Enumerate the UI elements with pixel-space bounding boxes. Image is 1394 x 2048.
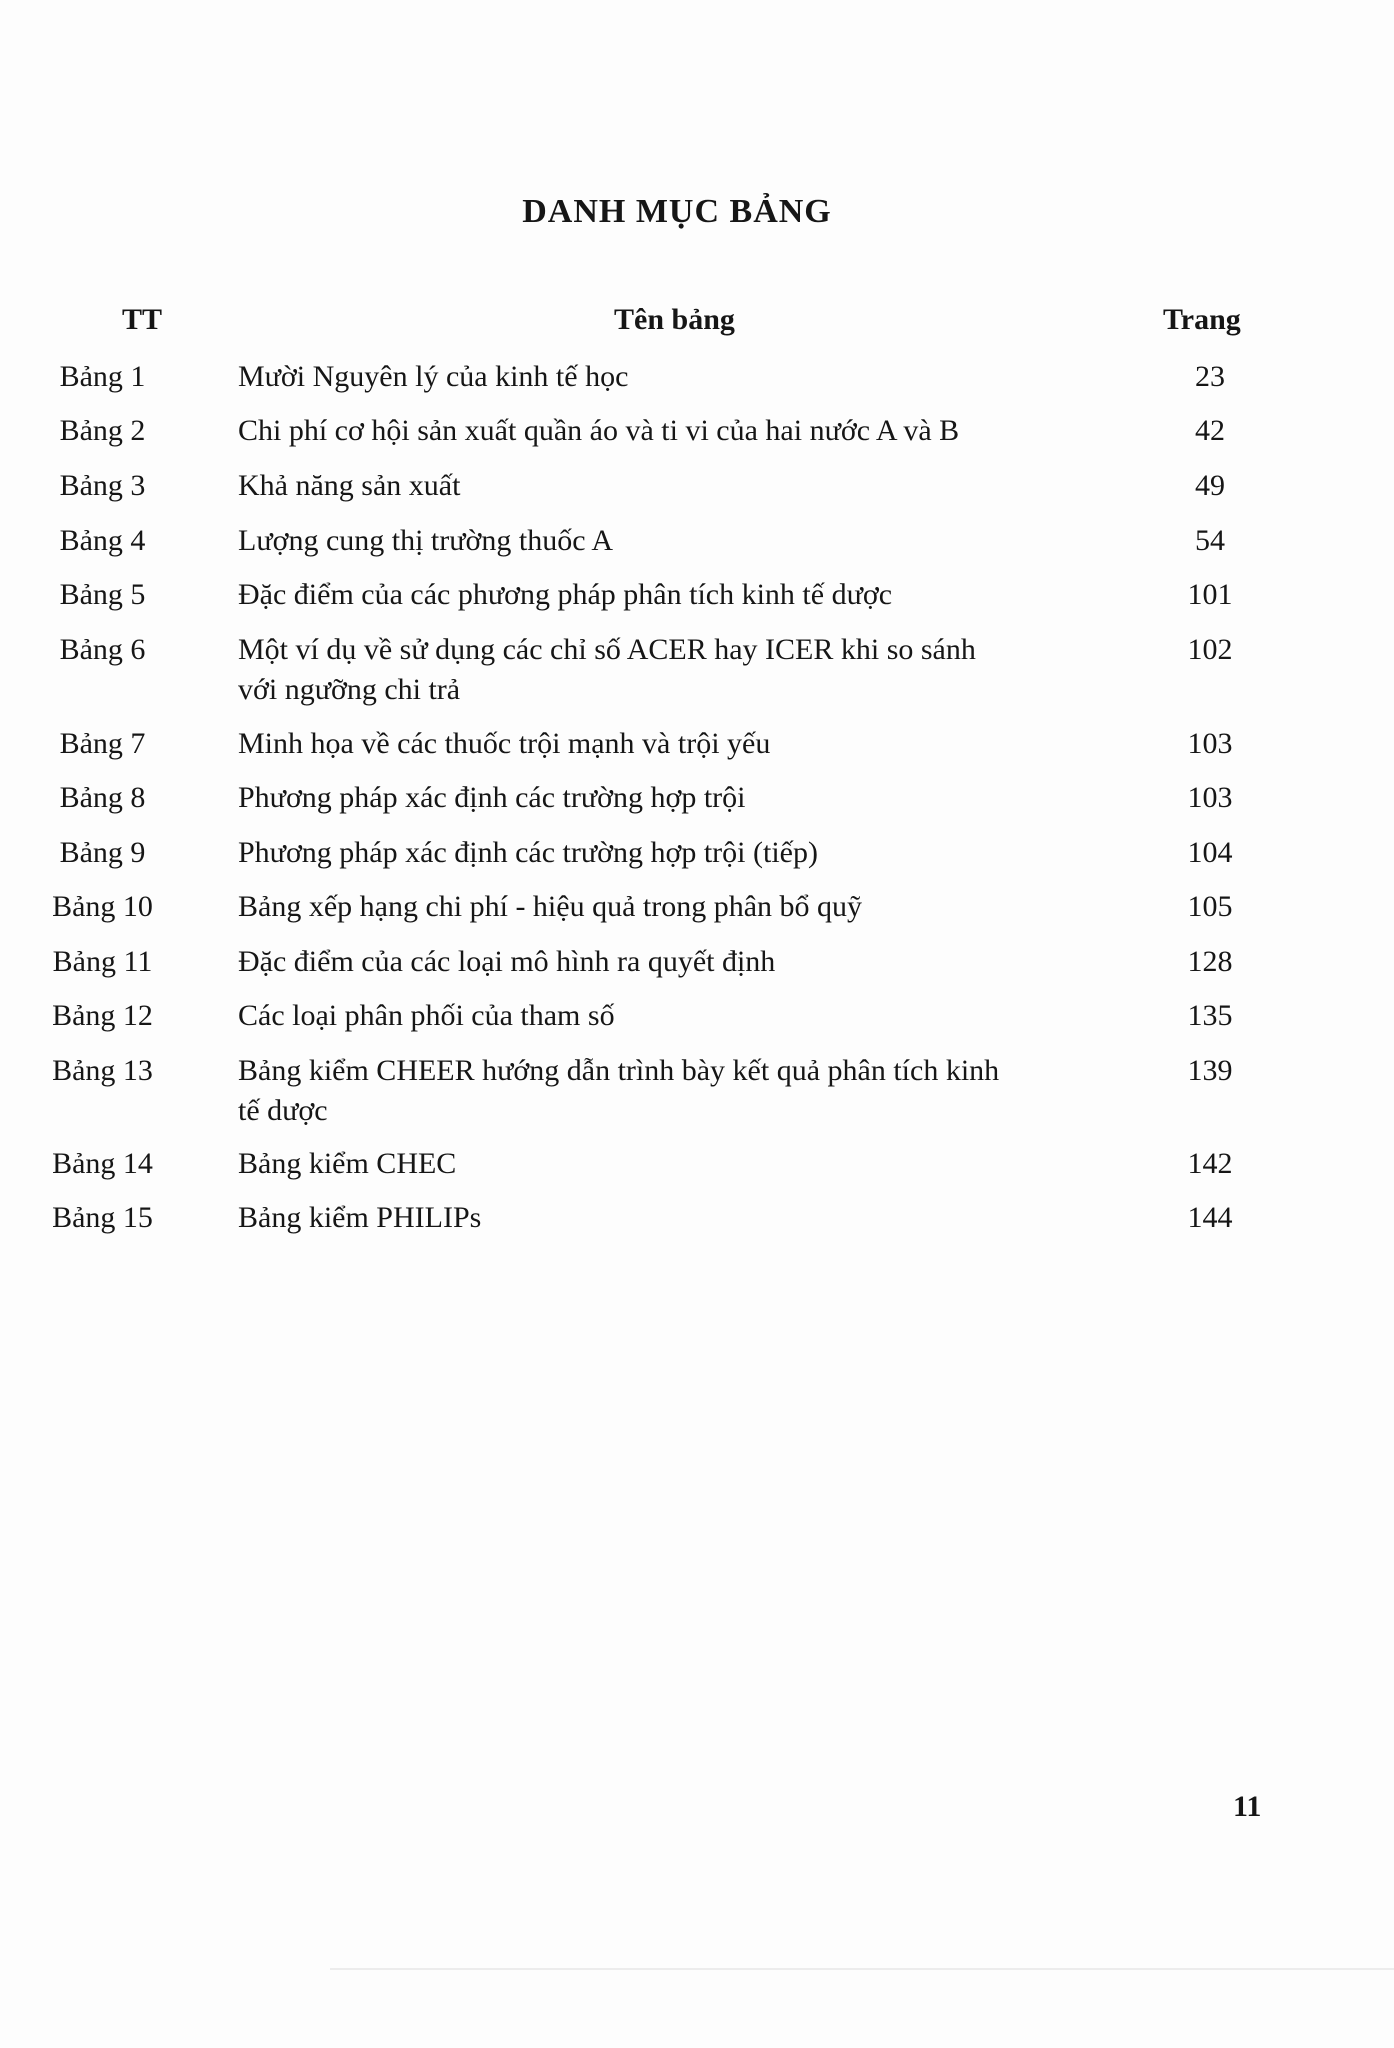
row-name [238, 1051, 1138, 1131]
row-tt: Bảng 7 [59, 727, 146, 760]
row-page: 103 [1187, 781, 1233, 814]
row-tt: Bảng 4 [59, 524, 146, 557]
row-page: 42 [1195, 414, 1225, 447]
row-page: 128 [1187, 945, 1233, 978]
page-edge-divider [330, 1968, 1394, 1970]
row-name-line2: tế dược [238, 1094, 328, 1127]
row-tt: Bảng 10 [52, 890, 153, 923]
row-tt: Bảng 13 [52, 1054, 153, 1087]
page-number: 11 [1233, 1790, 1262, 1823]
row-tt: Bảng 6 [59, 633, 146, 666]
row-name: Bảng xếp hạng chi phí - hiệu quả trong phân bổ quỹ [238, 890, 863, 923]
row-tt: Bảng 3 [59, 469, 146, 502]
row-name [238, 630, 1138, 710]
row-page: 142 [1187, 1147, 1233, 1180]
row-tt: Bảng 1 [59, 360, 146, 393]
row-page: 104 [1187, 836, 1233, 869]
row-name: Phương pháp xác định các trường hợp trội [238, 781, 746, 814]
row-page: 102 [1187, 633, 1233, 666]
row-name-line1: Một ví dụ về sử dụng các chỉ số ACER hay ICER khi so sánh [238, 633, 976, 666]
row-page: 144 [1187, 1201, 1233, 1234]
row-page: 139 [1187, 1054, 1233, 1087]
row-page: 135 [1187, 999, 1233, 1032]
column-header-name: Tên bảng [614, 303, 735, 336]
page-title: DANH MỤC BẢNG [522, 193, 832, 230]
row-name: Phương pháp xác định các trường hợp trội (tiếp) [238, 836, 818, 869]
row-tt: Bảng 15 [52, 1201, 153, 1234]
row-name: Bảng kiểm PHILIPs [238, 1201, 482, 1234]
row-tt: Bảng 5 [59, 578, 146, 611]
row-page: 101 [1187, 578, 1233, 611]
row-tt: Bảng 9 [59, 836, 146, 869]
row-tt: Bảng 11 [52, 945, 153, 978]
row-name-line1: Bảng kiểm CHEER hướng dẫn trình bày kết quả phân tích kinh [238, 1054, 1000, 1087]
row-name: Chi phí cơ hội sản xuất quần áo và ti vi của hai nước A và B [238, 414, 960, 447]
row-name: Mười Nguyên lý của kinh tế học [238, 360, 629, 393]
row-name: Đặc điểm của các phương pháp phân tích kinh tế dược [238, 578, 893, 611]
row-page: 105 [1187, 890, 1233, 923]
row-name-line2: với ngưỡng chi trả [238, 673, 461, 706]
row-page: 103 [1187, 727, 1233, 760]
row-name: Đặc điểm của các loại mô hình ra quyết định [238, 945, 776, 978]
column-header-page: Trang [1163, 303, 1241, 336]
row-tt: Bảng 14 [52, 1147, 153, 1180]
row-name: Các loại phân phối của tham số [238, 999, 615, 1032]
row-tt: Bảng 2 [59, 414, 146, 447]
row-name: Lượng cung thị trường thuốc A [238, 524, 614, 557]
row-tt: Bảng 12 [52, 999, 153, 1032]
row-page: 49 [1195, 469, 1225, 502]
row-name: Bảng kiểm CHEC [238, 1147, 457, 1180]
column-header-tt: TT [122, 303, 163, 336]
row-page: 23 [1195, 360, 1225, 393]
row-name: Minh họa về các thuốc trội mạnh và trội yếu [238, 727, 771, 760]
row-tt: Bảng 8 [59, 781, 146, 814]
row-name: Khả năng sản xuất [238, 469, 461, 502]
row-page: 54 [1195, 524, 1225, 557]
